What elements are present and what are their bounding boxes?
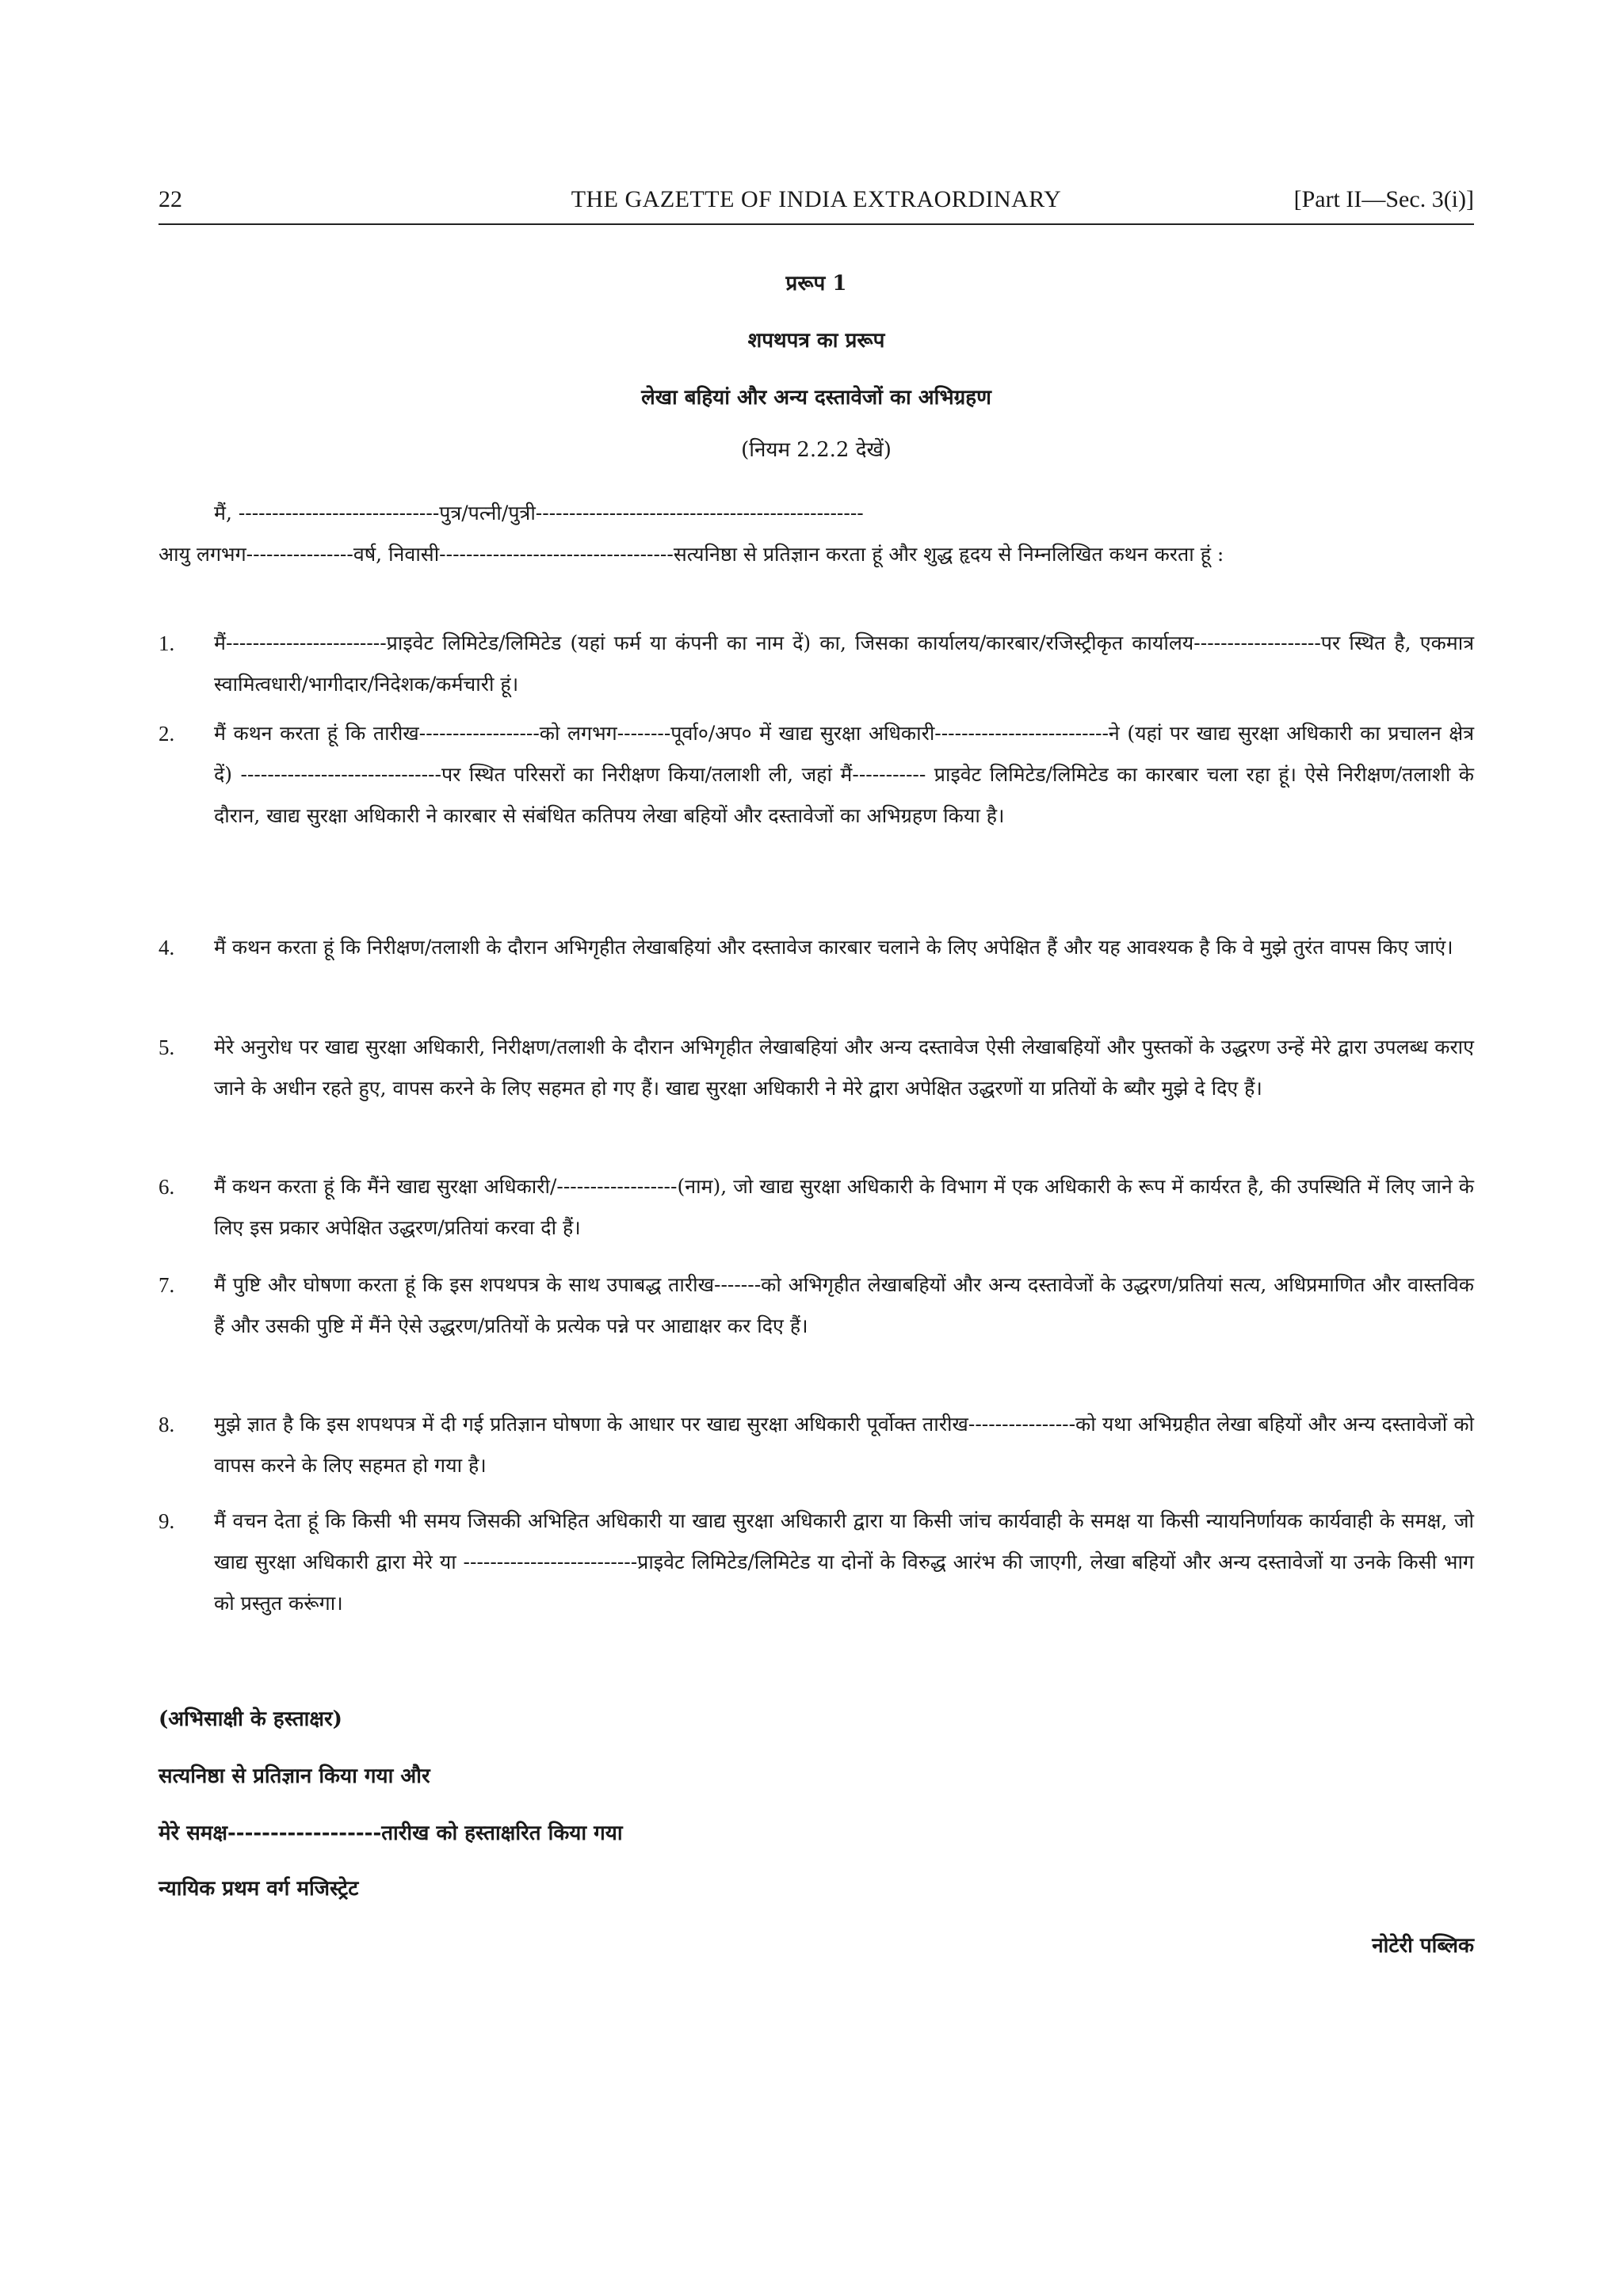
list-item <box>158 1166 1474 1249</box>
list-item <box>158 713 1474 837</box>
list-item <box>158 1027 1474 1109</box>
gazette-page <box>158 0 1474 2296</box>
intro-rest: आयु लगभग----------------वर्ष, निवासी-----------------------------------सत्यनिष्ठा से प्रतिज्ञान करता हूं और शुद्ध हृदय से निम्नलिखित कथन करता हूं : <box>158 543 1224 566</box>
item-number: 9. <box>158 1509 175 1533</box>
page-header <box>158 184 1474 215</box>
item-number: 1. <box>158 631 175 655</box>
item-number: 4. <box>158 936 175 959</box>
item-text: मैं पुष्टि और घोषणा करता हूं कि इस शपथपत्र के साथ उपाबद्ध तारीख-------को अभिगृहीत लेखाबहियों और अन्य दस्तावेजों के उद्धरण/प्रतियां सत्य, अधिप्रमाणित और वास्तविक हैं और उसकी पुष्टि में मैंने ऐसे उद्धरण/प्रतियों के प्रत्येक पन्ने पर आद्याक्षर कर दिए हैं। <box>214 1273 1474 1337</box>
part-section: [Part II—Sec. 3(i)] <box>1293 186 1474 212</box>
item-text: मुझे ज्ञात है कि इस शपथपत्र में दी गई प्रतिज्ञान घोषणा के आधार पर खाद्य सुरक्षा अधिकारी पूर्वोक्त तारीख----------------को यथा अभिग्रहीत लेखा बहियों और अन्य दस्तावेजों को वापस करने के लिए सहमत हो गया है। <box>214 1413 1474 1477</box>
notary-public: नोटेरी पब्लिक <box>1372 1934 1474 1958</box>
item-text: मैं कथन करता हूं कि निरीक्षण/तलाशी के दौरान अभिगृहीत लेखाबहियां और दस्तावेज कारबार चलाने के लिए अपेक्षित हैं और यह आवश्यक है कि वे मुझे तुरंत वापस किए जाएं। <box>214 936 1453 959</box>
item-text: मैं कथन करता हूं कि मैंने खाद्य सुरक्षा अधिकारी/------------------(नाम), जो खाद्य सुरक्षा अधिकारी के विभाग में एक अधिकारी के रूप में कार्यरत है, की उपस्थिति में लिए जाने के लिए इस प्रकार अपेक्षित उद्धरण/प्रतियां करवा दी हैं। <box>214 1175 1474 1239</box>
item-number: 6. <box>158 1175 175 1199</box>
item-number: 7. <box>158 1273 175 1297</box>
list-item <box>158 1501 1474 1624</box>
item-text: मैं------------------------प्राइवेट लिमिटेड/लिमिटेड (यहां फर्म या कंपनी का नाम दें) का, जिसका कार्यालय/कारबार/रजिस्ट्रीकृत कार्यालय-------------------पर स्थित है, एकमात्र स्वामित्वधारी/भागीदार/निदेशक/कर्मचारी हूं। <box>214 631 1474 696</box>
item-text: मेरे अनुरोध पर खाद्य सुरक्षा अधिकारी, निरीक्षण/तलाशी के दौरान अभिगृहीत लेखाबहियां और अन्य दस्तावेज ऐसी लेखाबहियों और पुस्तकों के उद्धरण उन्हें मेरे द्वारा उपलब्ध कराए जाने के अधीन रहते हुए, वापस करने के लिए सहमत हो गए हैं। खाद्य सुरक्षा अधिकारी ने मेरे द्वारा अपेक्षित उद्धरणों या प्रतियों के ब्यौर मुझे दे दिए हैं। <box>214 1035 1474 1100</box>
list-item <box>158 927 1474 968</box>
signed-before-line: मेरे समक्ष------------------तारीख को हस्ताक्षरित किया गया <box>158 1821 623 1845</box>
magistrate-line: न्यायिक प्रथम वर्ग मजिस्ट्रेट <box>158 1877 359 1901</box>
list-item <box>158 623 1474 705</box>
item-number: 2. <box>158 722 175 746</box>
affirmed-line: सत्यनिष्ठा से प्रतिज्ञान किया गया और <box>158 1764 430 1788</box>
item-number: 8. <box>158 1413 175 1436</box>
form-heading: शपथपत्र का प्ररूप <box>747 329 885 353</box>
deponent-signature: (अभिसाक्षी के हस्ताक्षर) <box>158 1707 342 1731</box>
item-text: मैं वचन देता हूं कि किसी भी समय जिसकी अभिहित अधिकारी या खाद्य सुरक्षा अधिकारी द्वारा या किसी जांच कार्यवाही के समक्ष या किसी न्यायनिर्णायक कार्यवाही के समक्ष, जो खाद्य सुरक्षा अधिकारी द्वारा मेरे या --------------------------प्राइवेट लिमिटेड/लिमिटेड या दोनों के विरुद्ध आरंभ की जाएगी, लेखा बहियों और अन्य दस्तावेजों या उनके किसी भाग को प्रस्तुत करूंगा। <box>214 1509 1474 1615</box>
list-item <box>158 1264 1474 1347</box>
intro-paragraph <box>158 493 1474 575</box>
list-item <box>158 1404 1474 1486</box>
header-rule <box>158 223 1474 225</box>
form-label: प्ररूप 1 <box>785 272 847 296</box>
item-text: मैं कथन करता हूं कि तारीख------------------को लगभग--------पूर्वा०/अप० में खाद्य सुरक्षा अधिकारी--------------------------ने (यहां पर खाद्य सुरक्षा अधिकारी का प्रचालन क्षेत्र दें) ------------------------------पर स्थित परिसरों का निरीक्षण किया/तलाशी ली, जहां मैं----------- प्राइवेट लिमिटेड/लिमिटेड का कारबार चला रहा हूं। ऐसे निरीक्षण/तलाशी के दौरान, खाद्य सुरक्षा अधिकारी ने कारबार से संबंधित कतिपय लेखा बहियों और दस्तावेजों का अभिग्रहण किया है। <box>214 722 1474 827</box>
intro-line-1: मैं, ------------------------------पुत्र/पत्नी/पुत्री------------------------------------------------- <box>214 502 864 524</box>
form-subheading: लेखा बहियां और अन्य दस्तावेजों का अभिग्रहण <box>641 386 991 410</box>
item-number: 5. <box>158 1035 175 1059</box>
rule-reference: (नियम 2.2.2 देखें) <box>741 438 892 462</box>
gazette-title: THE GAZETTE OF INDIA EXTRAORDINARY <box>571 186 1062 212</box>
page-number: 22 <box>158 186 182 212</box>
